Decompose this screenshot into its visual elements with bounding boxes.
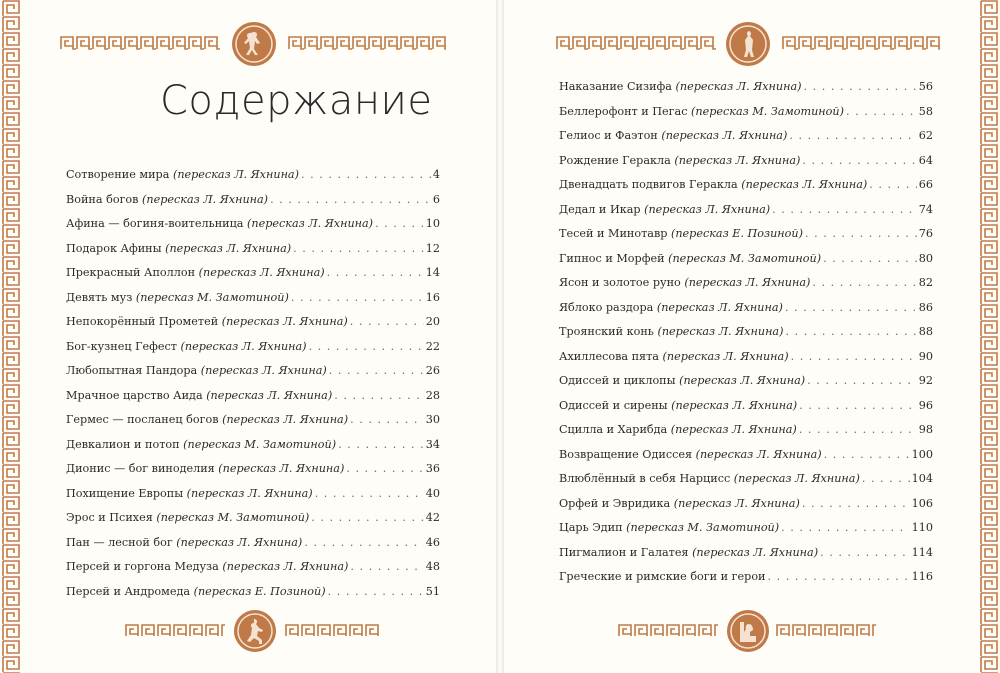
toc-entry-title: [66, 163, 299, 188]
toc-entry[interactable]: [559, 100, 933, 125]
toc-entry[interactable]: [559, 296, 933, 321]
story-title: Эрос и Психея: [66, 511, 153, 524]
page-title: Содержание: [160, 78, 433, 124]
story-title: Яблоко раздора: [559, 300, 654, 314]
dot-leader: [346, 457, 423, 482]
right-meander-border: [978, 0, 1000, 673]
meander-band-top-left-a: [60, 36, 220, 50]
story-title: Пигмалион и Галатея: [559, 545, 689, 559]
toc-entry-title: [66, 457, 344, 482]
toc-entry-title: [559, 516, 779, 541]
page-number: 104: [911, 472, 933, 485]
story-title: Рождение Геракла: [559, 153, 671, 167]
reteller-credit: (пересказ Л. Яхнина): [692, 545, 819, 559]
page-number: 28: [425, 388, 440, 402]
toc-entry-title: [559, 222, 803, 247]
reteller-credit: (пересказ М. Замотиной): [135, 290, 289, 304]
page-number: 22: [425, 339, 440, 353]
dot-leader: [820, 541, 910, 566]
story-title: Афина — богиня-воительница: [66, 217, 248, 230]
toc-entry-title: [559, 149, 800, 174]
page-number: 26: [425, 364, 440, 377]
toc-entry-title: [66, 286, 289, 311]
reteller-credit: (пересказ Л. Яхнина): [142, 192, 269, 206]
page-number: 114: [911, 545, 933, 559]
toc-entry-title: [66, 506, 309, 531]
story-title: Тесей и Минотавр: [559, 227, 668, 240]
dot-leader: [327, 261, 424, 286]
toc-entry[interactable]: [559, 565, 933, 590]
story-title: Гипнос и Морфей: [559, 251, 665, 265]
page-number: 106: [911, 496, 933, 510]
toc-entry-title: [559, 198, 770, 223]
toc-entry[interactable]: [66, 163, 440, 188]
page-number: 16: [425, 290, 440, 304]
medallion-figure-icon: [724, 20, 772, 68]
dot-leader: [338, 433, 424, 458]
story-title: Двенадцать подвигов Геракла: [559, 178, 738, 191]
story-title: Дионис — бог виноделия: [66, 462, 215, 475]
reteller-credit: (пересказ М. Замотиной): [668, 251, 822, 265]
page-number: 6: [432, 192, 440, 206]
reteller-credit: (пересказ Л. Яхнина): [657, 325, 784, 338]
reteller-credit: (пересказ М. Замотиной): [183, 437, 337, 451]
page-number: 76: [918, 227, 933, 240]
toc-entry[interactable]: [66, 335, 440, 360]
dot-leader: [799, 394, 917, 419]
toc-entry[interactable]: [559, 345, 933, 370]
story-title: Подарок Афины: [66, 241, 162, 255]
dot-leader: [329, 359, 424, 384]
toc-entry[interactable]: [559, 418, 933, 443]
reteller-credit: (пересказ Л. Яхнина): [733, 472, 860, 485]
toc-entry[interactable]: [559, 394, 933, 419]
toc-entry-title: [66, 580, 326, 605]
dot-leader: [812, 271, 916, 296]
left-meander-border: [0, 0, 22, 673]
toc-entry-title: [66, 261, 325, 286]
meander-band-top-right-a: [556, 36, 716, 50]
story-title: Похищение Европы: [66, 486, 184, 500]
toc-entry[interactable]: [559, 173, 933, 198]
toc-entry[interactable]: [66, 359, 440, 384]
reteller-credit: (пересказ Е. Позиной): [670, 227, 803, 240]
story-title: Мрачное царство Аида: [66, 388, 203, 402]
dot-leader: [311, 506, 423, 531]
toc-entry-title: [559, 443, 822, 468]
toc-entry[interactable]: [66, 188, 440, 213]
page-number: 74: [918, 202, 933, 216]
toc-entry[interactable]: [559, 75, 933, 100]
toc-entry[interactable]: [66, 433, 440, 458]
page-number: 30: [425, 413, 440, 426]
dot-leader: [785, 320, 916, 345]
page-number: 86: [918, 300, 933, 314]
reteller-credit: (пересказ Л. Яхнина): [679, 374, 806, 387]
reteller-credit: (пересказ Л. Яхнина): [670, 423, 797, 436]
toc-entry-title: [66, 408, 348, 433]
dot-leader: [824, 443, 910, 468]
toc-entry-title: [66, 384, 332, 409]
toc-entry[interactable]: [66, 310, 440, 335]
story-title: Персей и Андромеда: [66, 584, 191, 598]
toc-entry[interactable]: [66, 261, 440, 286]
reteller-credit: (пересказ Л. Яхнина): [200, 364, 327, 377]
toc-entry-title: [559, 124, 787, 149]
toc-entry-title: [66, 310, 348, 335]
dot-leader: [768, 565, 910, 590]
page-number: 98: [918, 423, 933, 436]
story-title: Греческие и римские боги и герои: [559, 570, 766, 583]
toc-entry-title: [559, 173, 867, 198]
reteller-credit: (пересказ Л. Яхнина): [741, 178, 868, 191]
toc-entry-title: [559, 75, 802, 100]
page-number: 4: [432, 168, 440, 181]
toc-entry[interactable]: [559, 124, 933, 149]
reteller-credit: (пересказ М. Замотиной): [156, 511, 310, 524]
page-number: 110: [911, 521, 933, 534]
toc-entry[interactable]: [66, 286, 440, 311]
dot-leader: [291, 286, 424, 311]
story-title: Прекрасный Аполлон: [66, 266, 196, 279]
dot-leader: [270, 188, 431, 213]
page-number: 36: [425, 462, 440, 475]
reteller-credit: (пересказ Л. Яхнина): [222, 413, 349, 426]
page-number: 64: [918, 153, 933, 167]
toc-entry[interactable]: [559, 492, 933, 517]
page-number: 92: [918, 374, 933, 387]
toc-entry[interactable]: [66, 384, 440, 409]
reteller-credit: (пересказ Л. Яхнина): [206, 388, 333, 402]
toc-entry-title: [66, 212, 373, 237]
dot-leader: [802, 492, 910, 517]
toc-entry-title: [66, 482, 313, 507]
story-title: Девять муз: [66, 290, 133, 304]
toc-entry-title: [66, 188, 268, 213]
dot-leader: [781, 516, 910, 541]
page-number: 96: [918, 398, 933, 412]
meander-band-bottom-left-a: [125, 624, 225, 636]
meander-band-bottom-right-a: [618, 624, 718, 636]
page-number: 48: [425, 560, 440, 573]
toc-entry[interactable]: [559, 247, 933, 272]
story-title: Пан — лесной бог: [66, 535, 173, 549]
toc-entry-title: [559, 100, 844, 125]
medallion-throne-figure-icon: [725, 608, 771, 654]
toc-entry-title: [66, 555, 348, 580]
page-number: 90: [918, 349, 933, 363]
medallion-seated-figure-icon: [232, 608, 278, 654]
toc-entry[interactable]: [66, 212, 440, 237]
page-number: 88: [918, 325, 933, 338]
toc-entry-title: [559, 345, 789, 370]
page-number: 20: [425, 315, 440, 328]
toc-entry-title: [66, 335, 307, 360]
story-title: Война богов: [66, 192, 139, 206]
story-title: Гелиос и Фаэтон: [559, 129, 658, 142]
reteller-credit: (пересказ Л. Яхнина): [656, 300, 783, 314]
story-title: Беллерофонт и Пегас: [559, 104, 688, 118]
page-number: 34: [425, 437, 440, 451]
toc-entry[interactable]: [559, 149, 933, 174]
dot-leader: [350, 555, 423, 580]
story-title: Сцилла и Харибда: [559, 423, 668, 436]
dot-leader: [334, 384, 424, 409]
reteller-credit: (пересказ Л. Яхнина): [165, 241, 292, 255]
reteller-credit: (пересказ Л. Яхнина): [671, 398, 798, 412]
dot-leader: [823, 247, 917, 272]
page-number: 58: [918, 104, 933, 118]
story-title: Гермес — посланец богов: [66, 413, 219, 426]
toc-entry-title: [66, 433, 336, 458]
toc-entry[interactable]: [559, 320, 933, 345]
medallion-dancer-icon: [230, 20, 278, 68]
page-number: 116: [911, 570, 933, 583]
reteller-credit: (пересказ Л. Яхнина): [221, 315, 348, 328]
toc-entry-title: [559, 394, 797, 419]
toc-entry-title: [559, 296, 783, 321]
story-title: Влюблённый в себя Нарцисс: [559, 472, 731, 485]
page-number: 80: [918, 251, 933, 265]
toc-entry-title: [66, 237, 291, 262]
story-title: Царь Эдип: [559, 521, 623, 534]
toc-entry[interactable]: [66, 237, 440, 262]
story-title: Троянский конь: [559, 325, 654, 338]
dot-leader: [375, 212, 424, 237]
dot-leader: [301, 163, 431, 188]
reteller-credit: (пересказ Л. Яхнина): [218, 462, 345, 475]
toc-entry[interactable]: [559, 222, 933, 247]
story-title: Одиссей и сирены: [559, 398, 668, 412]
toc-entry-title: [559, 247, 821, 272]
toc-entry[interactable]: [559, 516, 933, 541]
page-number: 10: [425, 217, 440, 230]
story-title: Ахиллесова пята: [559, 349, 659, 363]
dot-leader: [328, 580, 424, 605]
page-number: 12: [425, 241, 440, 255]
toc-entry[interactable]: [559, 443, 933, 468]
meander-band-top-right-b: [782, 36, 940, 50]
page-number: 100: [911, 447, 933, 461]
reteller-credit: (пересказ Л. Яхнина): [662, 349, 789, 363]
page-number: 66: [918, 178, 933, 191]
toc-entry-title: [559, 492, 800, 517]
story-title: Ясон и золотое руно: [559, 276, 681, 289]
reteller-credit: (пересказ Л. Яхнина): [247, 217, 374, 230]
toc-entry[interactable]: [559, 467, 933, 492]
reteller-credit: (пересказ Л. Яхнина): [661, 129, 788, 142]
dot-leader: [789, 124, 916, 149]
reteller-credit: (пересказ Л. Яхнина): [172, 168, 299, 181]
dot-leader: [802, 149, 916, 174]
toc-entry-title: [559, 320, 783, 345]
reteller-credit: (пересказ М. Замотиной): [691, 104, 844, 118]
toc-entry[interactable]: [66, 457, 440, 482]
reteller-credit: (пересказ Л. Яхнина): [684, 276, 811, 289]
meander-band-bottom-left-b: [285, 624, 381, 636]
toc-entry[interactable]: [66, 482, 440, 507]
story-title: Девкалион и потоп: [66, 437, 180, 451]
story-title: Одиссей и циклопы: [559, 374, 676, 387]
story-title: Наказание Сизифа: [559, 80, 672, 93]
reteller-credit: (пересказ Л. Яхнина): [186, 486, 313, 500]
dot-leader: [309, 335, 424, 360]
reteller-credit: (пересказ Л. Яхнина): [673, 496, 800, 510]
story-title: Дедал и Икар: [559, 202, 641, 216]
dot-leader: [862, 467, 910, 492]
dot-leader: [799, 418, 917, 443]
toc-entry[interactable]: [559, 369, 933, 394]
dot-leader: [350, 310, 424, 335]
dot-leader: [807, 369, 917, 394]
page-number: 42: [425, 511, 440, 524]
dot-leader: [846, 100, 917, 125]
toc-entry-title: [559, 369, 805, 394]
story-title: Любопытная Пандора: [66, 364, 198, 377]
dot-leader: [304, 531, 423, 556]
toc-entry-title: [559, 418, 797, 443]
toc-entry[interactable]: [66, 506, 440, 531]
story-title: Непокорённый Прометей: [66, 315, 219, 328]
dot-leader: [350, 408, 424, 433]
page-number: 14: [425, 266, 440, 279]
page-number: 46: [425, 535, 440, 549]
toc-entry[interactable]: [66, 555, 440, 580]
toc-list-left: [66, 163, 440, 604]
dot-leader: [293, 237, 424, 262]
toc-entry-title: [559, 541, 818, 566]
reteller-credit: (пересказ Л. Яхнина): [675, 80, 802, 93]
page-number: 51: [425, 584, 440, 598]
story-title: Возвращение Одиссея: [559, 447, 693, 461]
dot-leader: [805, 222, 917, 247]
toc-entry-title: [559, 565, 766, 590]
dot-leader: [791, 345, 917, 370]
meander-band-bottom-right-b: [776, 624, 876, 636]
reteller-credit: (пересказ Л. Яхнина): [198, 266, 325, 279]
story-title: Бог-кузнец Гефест: [66, 339, 177, 353]
reteller-credit: (пересказ М. Замотиной): [626, 521, 780, 534]
toc-entry-title: [559, 271, 810, 296]
toc-entry[interactable]: [66, 408, 440, 433]
toc-list-right: [559, 75, 933, 590]
reteller-credit: (пересказ Л. Яхнина): [674, 153, 801, 167]
toc-entry[interactable]: [66, 531, 440, 556]
page-number: 56: [918, 80, 933, 93]
toc-entry[interactable]: [559, 271, 933, 296]
toc-entry-title: [66, 359, 327, 384]
story-title: Орфей и Эвридика: [559, 496, 671, 510]
dot-leader: [772, 198, 917, 223]
toc-entry[interactable]: [66, 580, 440, 605]
toc-entry-title: [559, 467, 860, 492]
reteller-credit: (пересказ Л. Яхнина): [222, 560, 349, 573]
story-title: Персей и горгона Медуза: [66, 560, 219, 573]
page-number: 62: [918, 129, 933, 142]
toc-entry-title: [66, 531, 302, 556]
reteller-credit: (пересказ Л. Яхнина): [176, 535, 303, 549]
book-gutter: [496, 0, 504, 673]
story-title: Сотворение мира: [66, 168, 170, 181]
reteller-credit: (пересказ Е. Позиной): [193, 584, 326, 598]
dot-leader: [785, 296, 917, 321]
toc-entry[interactable]: [559, 541, 933, 566]
reteller-credit: (пересказ Л. Яхнина): [644, 202, 771, 216]
reteller-credit: (пересказ Л. Яхнина): [695, 447, 822, 461]
page-number: 40: [425, 486, 440, 500]
dot-leader: [804, 75, 917, 100]
page-number: 82: [918, 276, 933, 289]
toc-entry[interactable]: [559, 198, 933, 223]
dot-leader: [869, 173, 917, 198]
reteller-credit: (пересказ Л. Яхнина): [180, 339, 307, 353]
dot-leader: [315, 482, 424, 507]
meander-band-top-left-b: [288, 36, 446, 50]
